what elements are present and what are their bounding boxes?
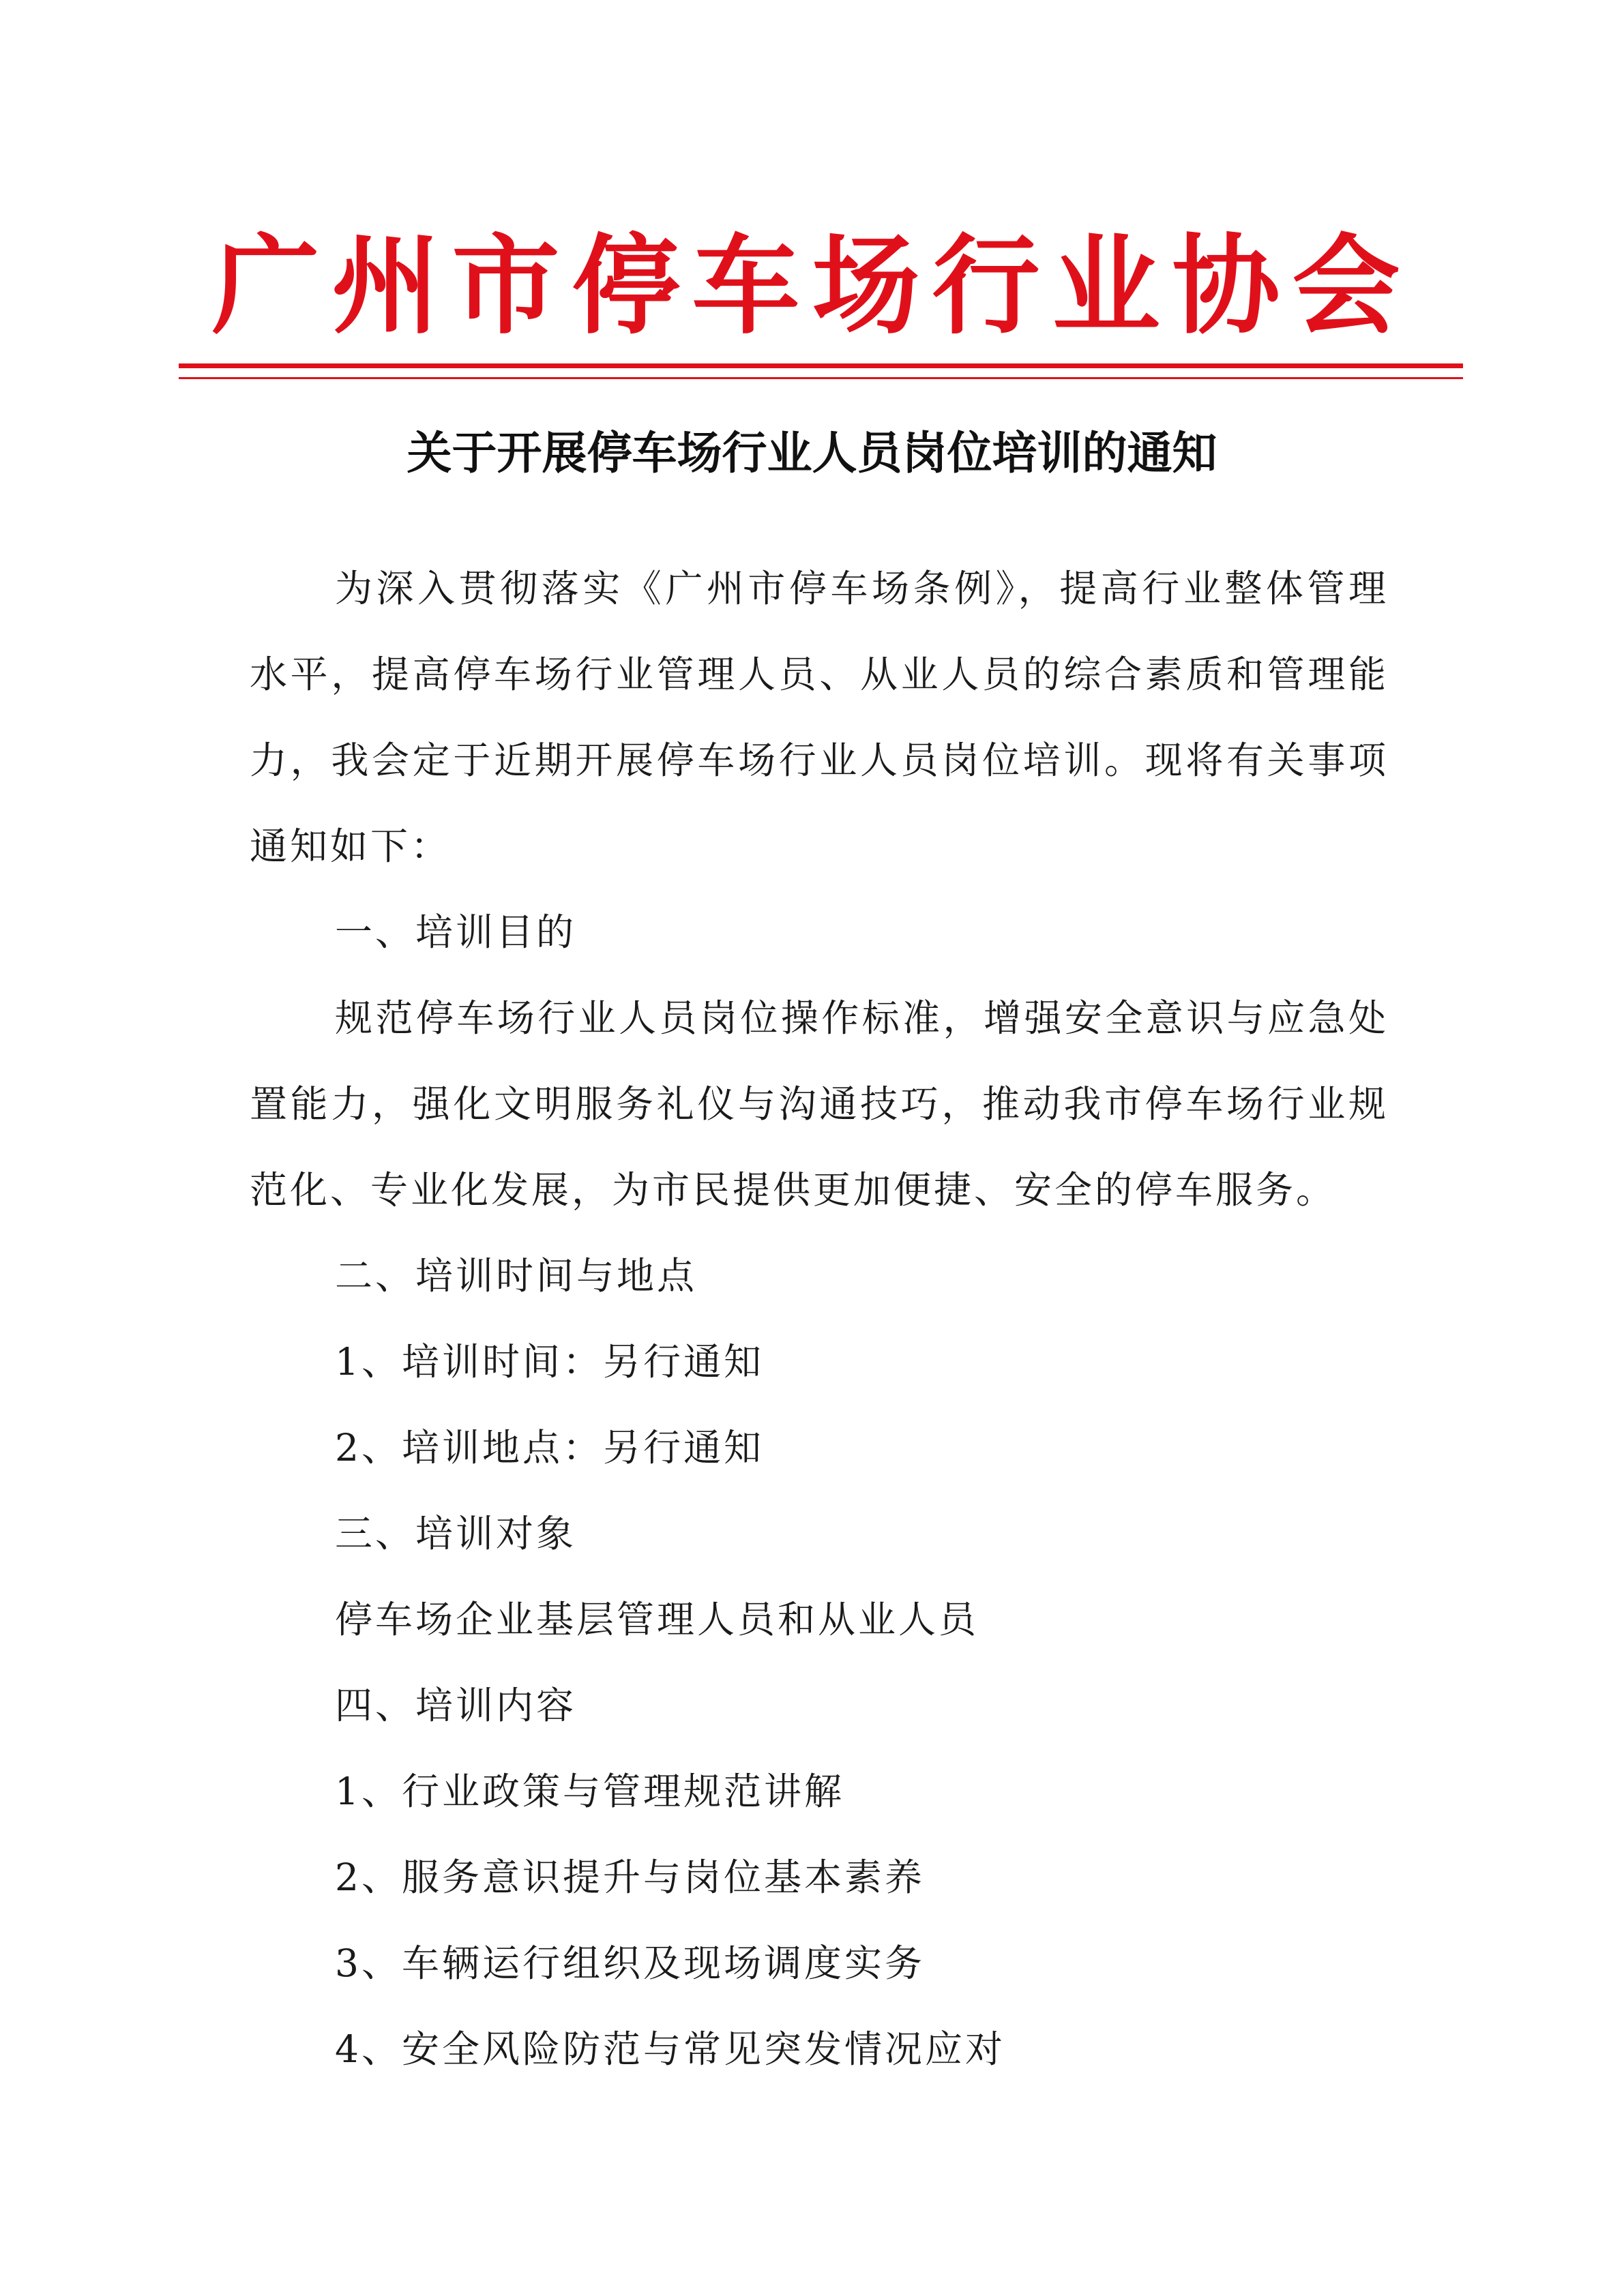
organization-masthead: 广州市停车场行业协会 [211, 223, 1413, 349]
section-heading-purpose: 一、培训目的 [335, 910, 577, 954]
list-item-content-3: 3、车辆运行组织及现场调度实务 [335, 1941, 925, 1985]
section-heading-content: 四、培训内容 [335, 1684, 577, 1727]
masthead-rule-thin [179, 377, 1463, 379]
purpose-paragraph: 规范停车场行业人员岗位操作标准，增强安全意识与应急处置能力，强化文明服务礼仪与沟通技巧，推动我市停车场行业规范化、专业化发展，为市民提供更加便捷、安全的停车服务。 [250, 996, 1389, 1212]
document-body [250, 546, 1389, 2092]
section-heading-audience: 三、培训对象 [335, 1512, 577, 1555]
list-item-training-time: 1、培训时间：另行通知 [335, 1340, 764, 1384]
list-item-content-1: 1、行业政策与管理规范讲解 [335, 1770, 844, 1813]
list-item-content-2: 2、服务意识提升与岗位基本素养 [335, 1855, 925, 1899]
audience-text: 停车场企业基层管理人员和从业人员 [335, 1598, 979, 1641]
masthead-rule-thick [179, 363, 1463, 368]
document-title: 关于开展停车场行业人员岗位培训的通知 [407, 427, 1217, 479]
list-item-training-place: 2、培训地点：另行通知 [335, 1426, 764, 1470]
section-heading-time-place: 二、培训时间与地点 [335, 1254, 698, 1298]
intro-paragraph: 为深入贯彻落实《广州市停车场条例》，提高行业整体管理水平，提高停车场行业管理人员、从业人员的综合素质和管理能力，我会定于近期开展停车场行业人员岗位培训。现将有关事项通知如下： [250, 567, 1389, 868]
list-item-content-4: 4、安全风险防范与常见突发情况应对 [335, 2027, 1005, 2071]
